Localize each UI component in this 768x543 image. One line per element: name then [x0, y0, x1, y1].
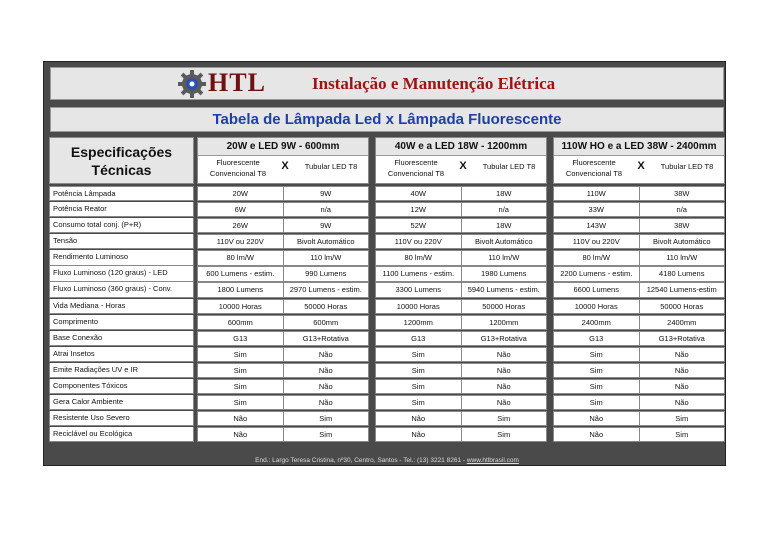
fluorescent-value-cell: 2400mm: [553, 315, 640, 330]
row-label: Vida Mediana - Horas: [49, 299, 194, 314]
table-row: [553, 395, 725, 410]
table-row: [197, 411, 369, 426]
led-value-cell: Não: [462, 347, 548, 362]
led-value-cell: 50000 Horas: [284, 299, 370, 314]
row-label: Atrai Insetos: [49, 347, 194, 362]
table-row: [197, 202, 369, 217]
group-header-1: [197, 137, 369, 184]
table-row: [553, 363, 725, 378]
table-row: [553, 250, 725, 265]
fluorescent-value-cell: 80 lm/W: [197, 250, 284, 265]
led-value-cell: 1200mm: [462, 315, 548, 330]
table-row: [553, 299, 725, 314]
led-value-cell: Sim: [462, 411, 548, 426]
led-value-cell: Bivolt Automático: [462, 234, 548, 249]
table-row: [553, 331, 725, 346]
group-led-label: Tubular LED T8: [304, 162, 358, 171]
led-value-cell: G13+Rotativa: [284, 331, 370, 346]
led-value-cell: 4180 Lumens: [640, 266, 726, 281]
table-row: [197, 250, 369, 265]
table-row: [553, 202, 725, 217]
logo-text: HTL: [208, 68, 266, 97]
led-value-cell: G13+Rotativa: [640, 331, 726, 346]
fluorescent-value-cell: 52W: [375, 218, 462, 233]
group-versus: X: [637, 160, 645, 172]
group-led-label: Tubular LED T8: [660, 162, 714, 171]
fluorescent-value-cell: 40W: [375, 186, 462, 201]
led-value-cell: 50000 Horas: [462, 299, 548, 314]
fluorescent-value-cell: Sim: [375, 395, 462, 410]
table-row: [553, 186, 725, 201]
led-value-cell: 1980 Lumens: [462, 266, 548, 281]
led-value-cell: 18W: [462, 186, 548, 201]
led-value-cell: 12540 Lumens-estim: [640, 282, 726, 297]
led-value-cell: Não: [284, 395, 370, 410]
fluorescent-value-cell: 1100 Lumens - estim.: [375, 266, 462, 281]
fluorescent-value-cell: G13: [553, 331, 640, 346]
fluorescent-value-cell: Sim: [375, 347, 462, 362]
fluorescent-value-cell: 3300 Lumens: [375, 282, 462, 297]
table-row: [375, 266, 547, 281]
row-label: Potência Lâmpada: [49, 186, 194, 201]
table-row: [197, 379, 369, 394]
row-label: Componentes Tóxicos: [49, 379, 194, 394]
fluorescent-value-cell: G13: [375, 331, 462, 346]
brand-title: Instalação e Manutenção Elétrica: [312, 74, 556, 93]
table-row: [197, 218, 369, 233]
led-value-cell: Não: [640, 395, 726, 410]
led-value-cell: 2970 Lumens - estim.: [284, 282, 370, 297]
group-fluorescent-line-2: Convencional T8: [565, 169, 623, 178]
led-value-cell: 990 Lumens: [284, 266, 370, 281]
group-fluorescent-label: [200, 157, 276, 179]
group-header-2: [375, 137, 547, 184]
led-value-cell: n/a: [640, 202, 726, 217]
group-fluorescent-label: [556, 157, 632, 179]
fluorescent-value-cell: 6600 Lumens: [553, 282, 640, 297]
table-row: [375, 234, 547, 249]
fluorescent-value-cell: 10000 Horas: [197, 299, 284, 314]
fluorescent-value-cell: 600mm: [197, 315, 284, 330]
fluorescent-value-cell: 1200mm: [375, 315, 462, 330]
led-value-cell: n/a: [462, 202, 548, 217]
fluorescent-value-cell: Não: [197, 411, 284, 426]
row-label: Fluxo Luminoso (360 graus) - Conv.: [49, 282, 194, 297]
led-value-cell: 9W: [284, 218, 370, 233]
table-row: [197, 427, 369, 442]
fluorescent-value-cell: 20W: [197, 186, 284, 201]
table-title: Tabela de Lâmpada Led x Lâmpada Fluorescente: [50, 107, 724, 132]
table-row: [375, 395, 547, 410]
fluorescent-value-cell: 2200 Lumens - estim.: [553, 266, 640, 281]
table-row: [197, 299, 369, 314]
footer-address: End.: Largo Teresa Cristina, nº30, Centro, Santos - Tel.: (13) 3221 8261 -: [255, 457, 467, 464]
row-label: Emite Radiações UV e IR: [49, 363, 194, 378]
fluorescent-value-cell: Sim: [197, 379, 284, 394]
group-title: 110W HO e a LED 38W - 2400mm: [554, 138, 724, 156]
group-led-label: Tubular LED T8: [482, 162, 536, 171]
values-group-3: [553, 186, 725, 443]
fluorescent-value-cell: Sim: [375, 379, 462, 394]
group-versus: X: [281, 160, 289, 172]
table-row: [375, 331, 547, 346]
row-label: Potência Reator: [49, 202, 194, 217]
table-row: [553, 218, 725, 233]
led-value-cell: 110 lm/W: [462, 250, 548, 265]
led-value-cell: 2400mm: [640, 315, 726, 330]
footer-url[interactable]: www.htlbrasil.com: [466, 457, 519, 464]
group-fluorescent-line-1: Fluorescente: [216, 158, 260, 167]
led-value-cell: Sim: [640, 427, 726, 442]
spec-header-line-2: Técnicas: [91, 162, 152, 178]
row-label: Consumo total conj. (P+R): [49, 218, 194, 233]
fluorescent-value-cell: 110V ou 220V: [375, 234, 462, 249]
table-row: [553, 427, 725, 442]
led-value-cell: Não: [640, 347, 726, 362]
fluorescent-value-cell: 12W: [375, 202, 462, 217]
table-row: [553, 315, 725, 330]
row-label: Gera Calor Ambiente: [49, 395, 194, 410]
table-row: [553, 411, 725, 426]
values-group-2: [375, 186, 547, 443]
table-row: [197, 395, 369, 410]
fluorescent-value-cell: 110W: [553, 186, 640, 201]
row-labels-column: [49, 186, 194, 443]
fluorescent-value-cell: Não: [375, 427, 462, 442]
fluorescent-value-cell: G13: [197, 331, 284, 346]
fluorescent-value-cell: 143W: [553, 218, 640, 233]
table-row: [375, 250, 547, 265]
led-value-cell: Não: [462, 379, 548, 394]
spec-header-line-1: Especificações: [70, 144, 173, 160]
group-fluorescent-line-1: Fluorescente: [394, 158, 438, 167]
led-value-cell: Não: [640, 379, 726, 394]
led-value-cell: Não: [462, 363, 548, 378]
fluorescent-value-cell: Sim: [553, 363, 640, 378]
led-value-cell: Não: [284, 347, 370, 362]
table-row: [375, 315, 547, 330]
fluorescent-value-cell: Sim: [197, 395, 284, 410]
fluorescent-value-cell: 80 lm/W: [375, 250, 462, 265]
table-row: [375, 363, 547, 378]
group-fluorescent-line-2: Convencional T8: [209, 169, 267, 178]
table-row: [553, 266, 725, 281]
row-label: Rendimento Luminoso: [49, 250, 194, 265]
led-value-cell: Bivolt Automático: [284, 234, 370, 249]
led-value-cell: Sim: [284, 411, 370, 426]
fluorescent-value-cell: 6W: [197, 202, 284, 217]
group-fluorescent-label: [378, 157, 454, 179]
values-group-1: [197, 186, 369, 443]
led-value-cell: Sim: [640, 411, 726, 426]
fluorescent-value-cell: Sim: [553, 395, 640, 410]
led-value-cell: 110 lm/W: [640, 250, 726, 265]
table-row: [375, 427, 547, 442]
fluorescent-value-cell: Não: [375, 411, 462, 426]
fluorescent-value-cell: Sim: [553, 347, 640, 362]
table-row: [197, 347, 369, 362]
led-value-cell: 5940 Lumens - estim.: [462, 282, 548, 297]
led-value-cell: 9W: [284, 186, 370, 201]
led-value-cell: n/a: [284, 202, 370, 217]
table-row: [375, 186, 547, 201]
led-value-cell: 38W: [640, 186, 726, 201]
row-label: Tensão: [49, 234, 194, 249]
fluorescent-value-cell: Não: [197, 427, 284, 442]
table-row: [375, 282, 547, 297]
table-row: [553, 347, 725, 362]
group-header-3: [553, 137, 725, 184]
led-value-cell: Não: [462, 395, 548, 410]
footer-contact: [50, 457, 724, 464]
fluorescent-value-cell: 600 Lumens - estim.: [197, 266, 284, 281]
fluorescent-value-cell: Sim: [553, 379, 640, 394]
table-row: [375, 379, 547, 394]
led-value-cell: Não: [640, 363, 726, 378]
table-row: [375, 202, 547, 217]
fluorescent-value-cell: 10000 Horas: [375, 299, 462, 314]
fluorescent-value-cell: Sim: [197, 363, 284, 378]
group-fluorescent-line-1: Fluorescente: [572, 158, 616, 167]
fluorescent-value-cell: 110V ou 220V: [197, 234, 284, 249]
table-row: [553, 234, 725, 249]
row-label: Fluxo Luminoso (120 graus) - LED: [49, 266, 194, 281]
led-value-cell: 600mm: [284, 315, 370, 330]
led-value-cell: Sim: [462, 427, 548, 442]
table-row: [197, 282, 369, 297]
led-value-cell: Não: [284, 379, 370, 394]
fluorescent-value-cell: 80 lm/W: [553, 250, 640, 265]
table-row: [197, 363, 369, 378]
table-row: [375, 218, 547, 233]
table-row: [197, 315, 369, 330]
led-value-cell: 50000 Horas: [640, 299, 726, 314]
fluorescent-value-cell: Não: [553, 411, 640, 426]
fluorescent-value-cell: 1800 Lumens: [197, 282, 284, 297]
led-value-cell: G13+Rotativa: [462, 331, 548, 346]
table-row: [375, 299, 547, 314]
table-row: [553, 282, 725, 297]
table-row: [197, 186, 369, 201]
row-label: Comprimento: [49, 315, 194, 330]
led-value-cell: Não: [284, 363, 370, 378]
fluorescent-value-cell: Não: [553, 427, 640, 442]
table-row: [375, 347, 547, 362]
led-value-cell: Bivolt Automático: [640, 234, 726, 249]
led-value-cell: 110 lm/W: [284, 250, 370, 265]
spec-header: [49, 137, 194, 184]
group-fluorescent-line-2: Convencional T8: [387, 169, 445, 178]
table-row: [553, 379, 725, 394]
gear-icon: [176, 68, 208, 100]
led-value-cell: 18W: [462, 218, 548, 233]
table-row: [197, 234, 369, 249]
group-title: 20W e LED 9W - 600mm: [198, 138, 368, 156]
group-title: 40W e a LED 18W - 1200mm: [376, 138, 546, 156]
table-row: [375, 411, 547, 426]
group-versus: X: [459, 160, 467, 172]
fluorescent-value-cell: 110V ou 220V: [553, 234, 640, 249]
led-value-cell: 38W: [640, 218, 726, 233]
row-label: Reciclável ou Ecológica: [49, 427, 194, 442]
fluorescent-value-cell: Sim: [197, 347, 284, 362]
row-label: Base Conexão: [49, 331, 194, 346]
fluorescent-value-cell: 26W: [197, 218, 284, 233]
row-label: Resistente Uso Severo: [49, 411, 194, 426]
led-value-cell: Sim: [284, 427, 370, 442]
table-row: [197, 266, 369, 281]
fluorescent-value-cell: 33W: [553, 202, 640, 217]
table-row: [197, 331, 369, 346]
fluorescent-value-cell: Sim: [375, 363, 462, 378]
fluorescent-value-cell: 10000 Horas: [553, 299, 640, 314]
